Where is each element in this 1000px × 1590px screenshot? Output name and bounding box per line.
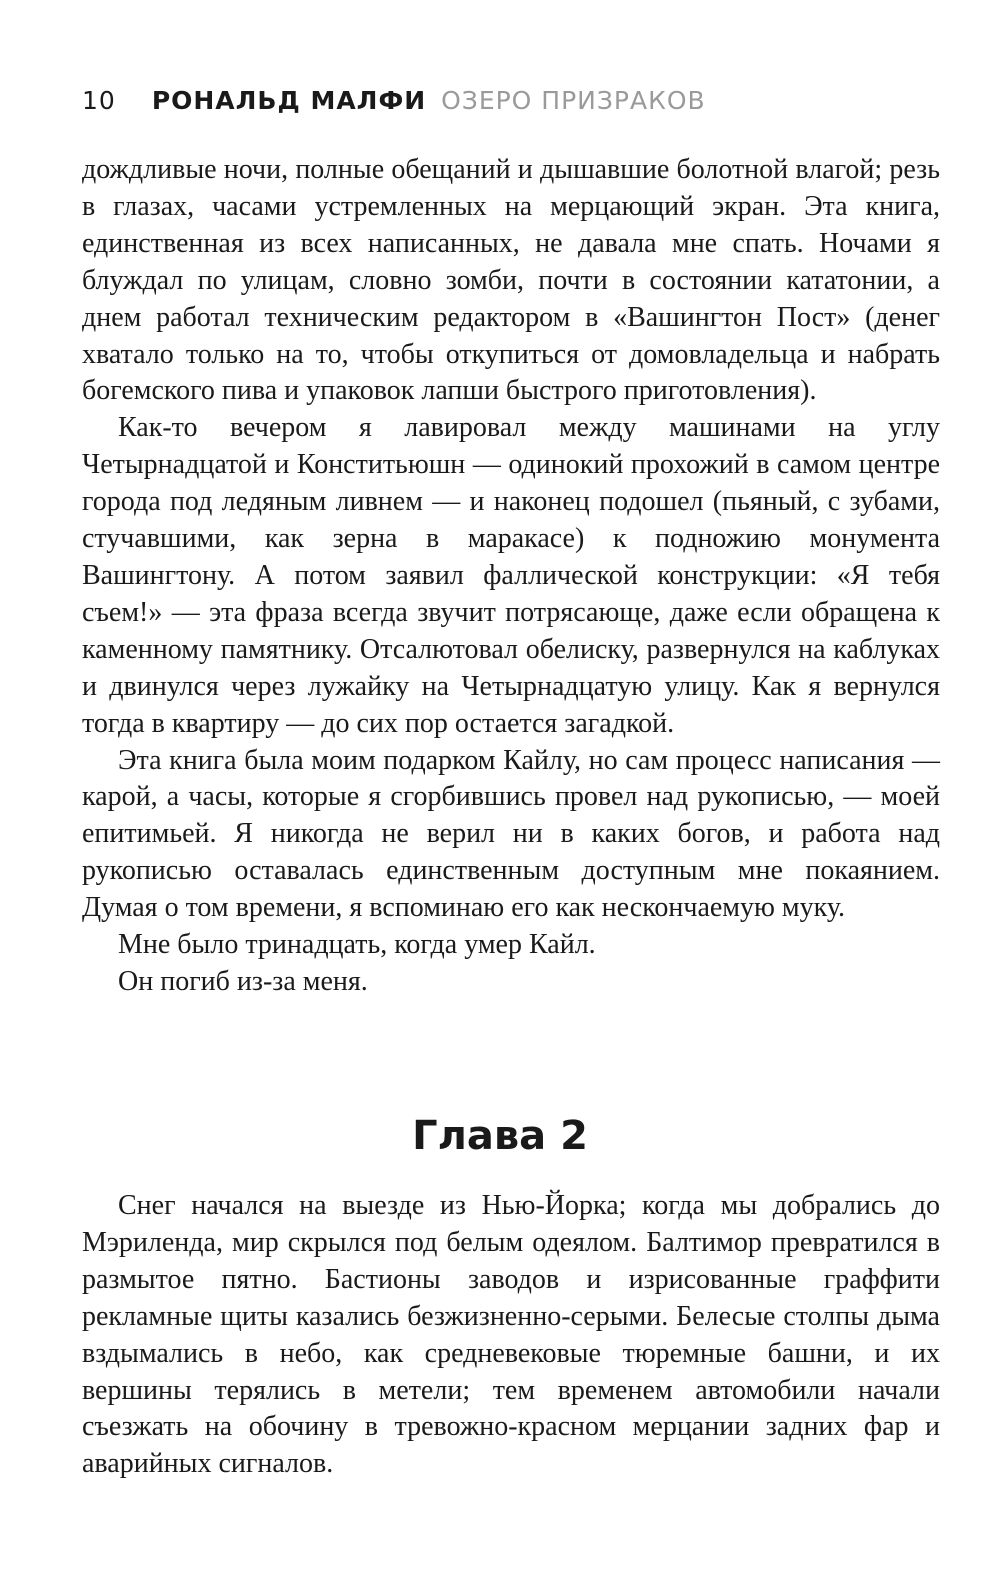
chapter-heading: Глава 2: [412, 1113, 588, 1159]
text-block-chapter: [82, 1188, 940, 1483]
book-title: ОЗЕРО ПРИЗРАКОВ: [441, 86, 706, 115]
running-head: [82, 86, 942, 126]
page-number: 10: [82, 86, 116, 115]
author-name: РОНАЛЬД МАЛФИ: [151, 86, 427, 115]
paragraph: Он погиб из-за меня.: [118, 965, 368, 997]
paragraph: дождливые ночи, полные обещаний и дышавшие болотной влагой; резь в глазах, часами устремленных на мерцающий экран. Эта книга, единственная из всех написанных, не давала мне спать. Ночами я блуждал по улицам, словно зомби, почти в состоянии кататонии, а днем работал техническим редактором в «Вашингтон Пост» (денег хватало только на то, чтобы откупиться от домовладельца и набрать богемского пива и упаковок лапши быстрого приготовления).: [82, 154, 940, 407]
paragraph: Снег начался на выезде из Нью-Йорка; когда мы добрались до Мэриленда, мир скрылся под белым одеялом. Балтимор превратился в размытое пятно. Бастионы заводов и изрисованные граффити рекламные щиты казались безжизненно-серыми. Белесые столпы дыма вздымались в небо, как средневековые тюремные башни, и их вершины терялись в метели; тем временем автомобили начали съезжать на обочину в тревожно-красном мерцании задних фар и аварийных сигналов.: [82, 1190, 940, 1480]
paragraph: Эта книга была моим подарком Кайлу, но сам процесс написания — карой, а часы, которые я сгорбившись провел над рукописью, — моей епитимьей. Я никогда не верил ни в каких богов, и работа над рукописью оставалась единственным доступным мне покаянием. Думая о том времени, я вспоминаю его как нескончаемую муку.: [82, 744, 940, 924]
paragraph: Мне было тринадцать, когда умер Кайл.: [118, 929, 596, 961]
text-block-top: [82, 152, 940, 1001]
paragraph: Как-то вечером я лавировал между машинами на углу Четырнадцатой и Конститьюшн — одинокий прохожий в самом центре города под ледяным ливнем — и наконец подошел (пьяный, с зубами, стучавшими, как зерна в маракасе) к подножию монумента Вашингтону. А потом заявил фаллической конструкции: «Я тебя съем!» — эта фраза всегда звучит потрясающе, даже если обращена к каменному памятнику. Отсалютовал обелиску, развернулся на каблуках и двинулся через лужайку на Четырнадцатую улицу. Как я вернулся тогда в квартиру — до сих пор остается загадкой.: [82, 412, 940, 739]
